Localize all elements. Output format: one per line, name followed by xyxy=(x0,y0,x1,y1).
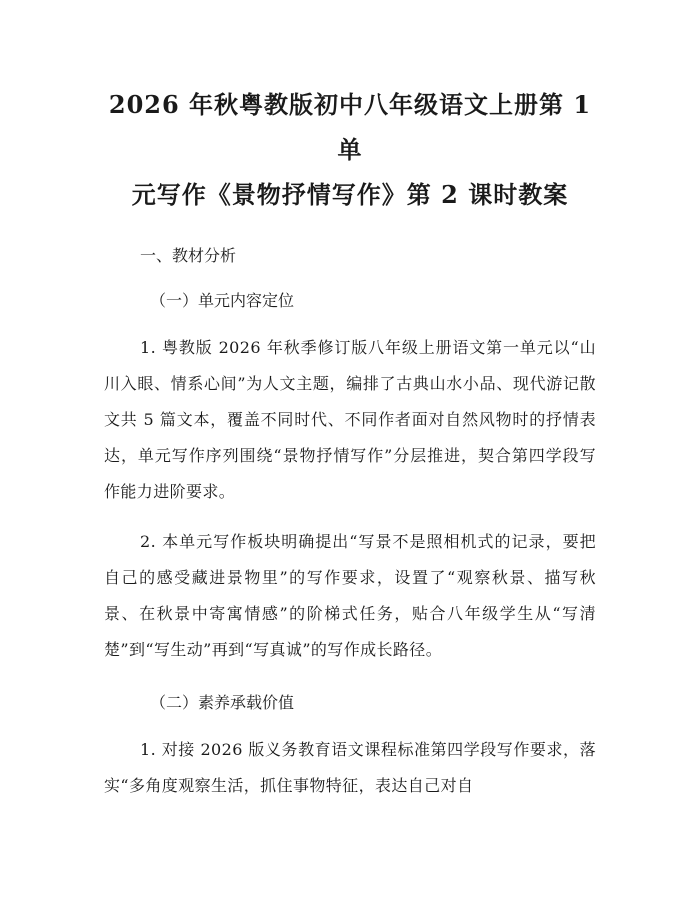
title-line-2: 元写作《景物抒情写作》第 2 课时教案 xyxy=(131,180,569,209)
title-line-1: 2026 年秋粤教版初中八年级语文上册第 1 单 xyxy=(108,90,592,164)
paragraph-unit-content-1: 1. 粤教版 2026 年秋季修订版八年级上册语文第一单元以“山川入眼、情系心间”为人文主题，编排了古典山水小品、现代游记散文共 5 篇文本，覆盖不同时代、不同作者面对自然风物时的抒情表达，单元写作序列围绕“景物抒情写作”分层推进，契合第四学段写作能力进阶要求。 xyxy=(104,338,596,501)
section-heading-textbook-analysis: 一、教材分析 xyxy=(140,246,237,265)
paragraph-unit-content-2: 2. 本单元写作板块明确提出“写景不是照相机式的记录，要把自己的感受藏进景物里”的写作要求，设置了“观察秋景、描写秋景、在秋景中寄寓情感”的阶梯式任务，贴合八年级学生从“写清楚”到“写生动”再到“写真诚”的写作成长路径。 xyxy=(104,532,596,659)
subsection-heading-unit-positioning: （一）单元内容定位 xyxy=(150,291,295,310)
subsection-heading-literacy-value: （二）素养承载价值 xyxy=(150,693,295,712)
document-title xyxy=(104,82,596,217)
paragraph-literacy-value-1: 1. 对接 2026 版义务教育语文课程标准第四学段写作要求，落实“多角度观察生活，抓住事物特征，表达自己对自 xyxy=(104,740,596,795)
